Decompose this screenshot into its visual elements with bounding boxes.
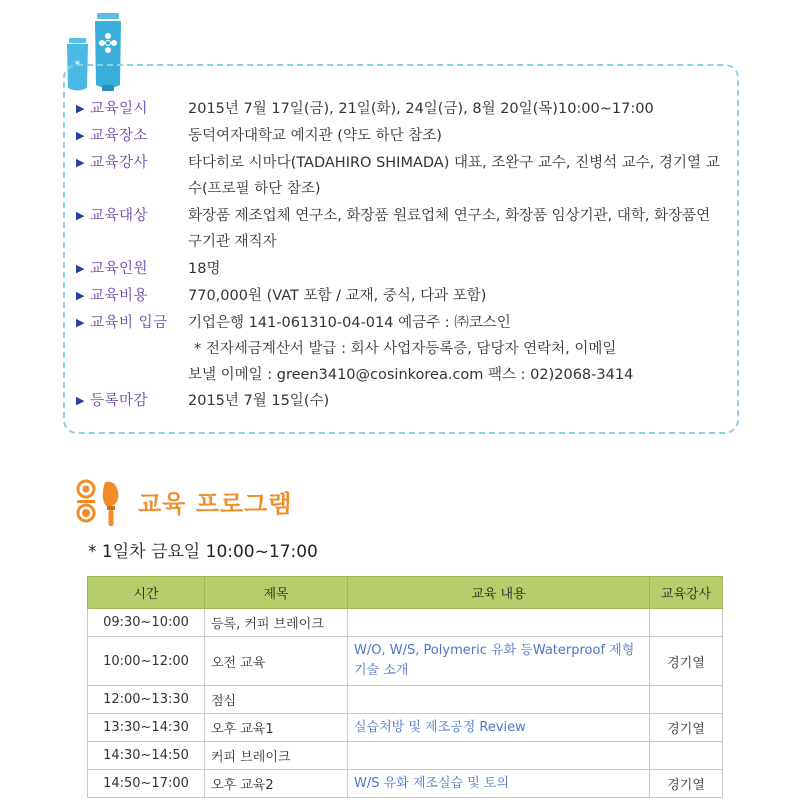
- cell-time: 14:30~14:50: [88, 742, 205, 770]
- info-label: 교육인원: [90, 261, 149, 277]
- cell-instructor: [650, 686, 723, 714]
- info-value: 2015년 7월 17일(금), 21일(화), 24일(금), 8월 20일(목)10:00~17:00: [188, 101, 654, 117]
- play-arrow-icon: ▶: [76, 102, 85, 115]
- cell-title: 오전 교육: [205, 637, 348, 686]
- table-header-row: [88, 577, 723, 609]
- play-arrow-icon: ▶: [76, 316, 85, 329]
- cell-title: 오후 교육1: [205, 714, 348, 742]
- table-row: [88, 686, 723, 714]
- cell-content: [348, 742, 650, 770]
- header-title: 제목: [205, 577, 348, 609]
- cell-content: [348, 609, 650, 637]
- cell-instructor: 경기열: [650, 637, 723, 686]
- schedule-table: [87, 576, 723, 798]
- play-arrow-icon: ▶: [76, 209, 85, 222]
- table-row: [88, 637, 723, 686]
- info-label: 교육비용: [90, 288, 149, 304]
- info-row-audience: [76, 203, 736, 255]
- info-row-fee: [76, 283, 736, 309]
- cell-instructor: [650, 742, 723, 770]
- course-info-list: [76, 96, 736, 414]
- info-label: 등록마감: [90, 393, 149, 409]
- info-label: 교육장소: [90, 128, 149, 144]
- info-row-deadline: [76, 388, 736, 414]
- cell-time: 09:30~10:00: [88, 609, 205, 637]
- compact-brush-icon: [76, 476, 130, 526]
- header-content: 교육 내용: [348, 577, 650, 609]
- cell-content: 실습처방 및 제조공정 Review: [348, 714, 650, 742]
- cell-content: W/O, W/S, Polymeric 유화 등Waterproof 제형기술 소개: [348, 637, 650, 686]
- table-row: [88, 714, 723, 742]
- cell-instructor: [650, 609, 723, 637]
- cell-time: 12:00~13:30: [88, 686, 205, 714]
- info-value: 2015년 7월 15일(수): [188, 393, 330, 409]
- play-arrow-icon: ▶: [76, 156, 85, 169]
- info-label: 교육대상: [90, 208, 149, 224]
- info-value: 기업은행 141-061310-04-014 예금주 : ㈜코스인: [188, 315, 511, 331]
- info-value: 화장품 제조업체 연구소, 화장품 원료업체 연구소, 화장품 임상기관, 대학, 화장품연구기관 재직자: [188, 208, 711, 250]
- cell-content: [348, 686, 650, 714]
- info-row-capacity: [76, 256, 736, 282]
- info-value: 타다히로 시마다(TADAHIRO SHIMADA) 대표, 조완구 교수, 진병석 교수, 경기열 교수(프로필 하단 참조): [188, 155, 720, 197]
- play-arrow-icon: ▶: [76, 289, 85, 302]
- info-value: 18명: [188, 261, 221, 277]
- cell-instructor: 경기열: [650, 714, 723, 742]
- cell-title: 점심: [205, 686, 348, 714]
- play-arrow-icon: ▶: [76, 394, 85, 407]
- info-value: 동덕여자대학교 예지관 (약도 하단 참조): [188, 128, 442, 144]
- section-title: 교육 프로그램: [138, 490, 293, 518]
- cell-content: W/S 유화 제조실습 및 토의: [348, 770, 650, 798]
- table-row: [88, 770, 723, 798]
- info-label: 교육비 입금: [90, 315, 168, 331]
- tax-invoice-contact: 보낼 이메일 : green3410@cosinkorea.com 팩스 : 02)2068-3414: [188, 367, 634, 383]
- day-title: * 1일차 금요일 10:00~17:00: [88, 542, 318, 562]
- info-label: 교육일시: [90, 101, 149, 117]
- info-row-payment: [76, 310, 736, 336]
- header-time: 시간: [88, 577, 205, 609]
- table-row: [88, 609, 723, 637]
- cell-title: 등록, 커피 브레이크: [205, 609, 348, 637]
- info-row-location: [76, 123, 736, 149]
- tax-invoice-note: * 전자세금계산서 발급 : 회사 사업자등록증, 담당자 연락처, 이메일: [194, 341, 617, 357]
- info-row-instructors: [76, 150, 736, 202]
- header-instructor: 교육강사: [650, 577, 723, 609]
- cell-instructor: 경기열: [650, 770, 723, 798]
- table-row: [88, 742, 723, 770]
- play-arrow-icon: ▶: [76, 129, 85, 142]
- svg-text:*: *: [74, 58, 81, 72]
- cell-time: 14:50~17:00: [88, 770, 205, 798]
- info-label: 교육강사: [90, 155, 149, 171]
- info-value: 770,000원 (VAT 포함 / 교재, 중식, 다과 포함): [188, 288, 487, 304]
- play-arrow-icon: ▶: [76, 262, 85, 275]
- cell-title: 오후 교육2: [205, 770, 348, 798]
- info-row-schedule: [76, 96, 736, 122]
- cell-title: 커피 브레이크: [205, 742, 348, 770]
- cell-time: 10:00~12:00: [88, 637, 205, 686]
- cell-time: 13:30~14:30: [88, 714, 205, 742]
